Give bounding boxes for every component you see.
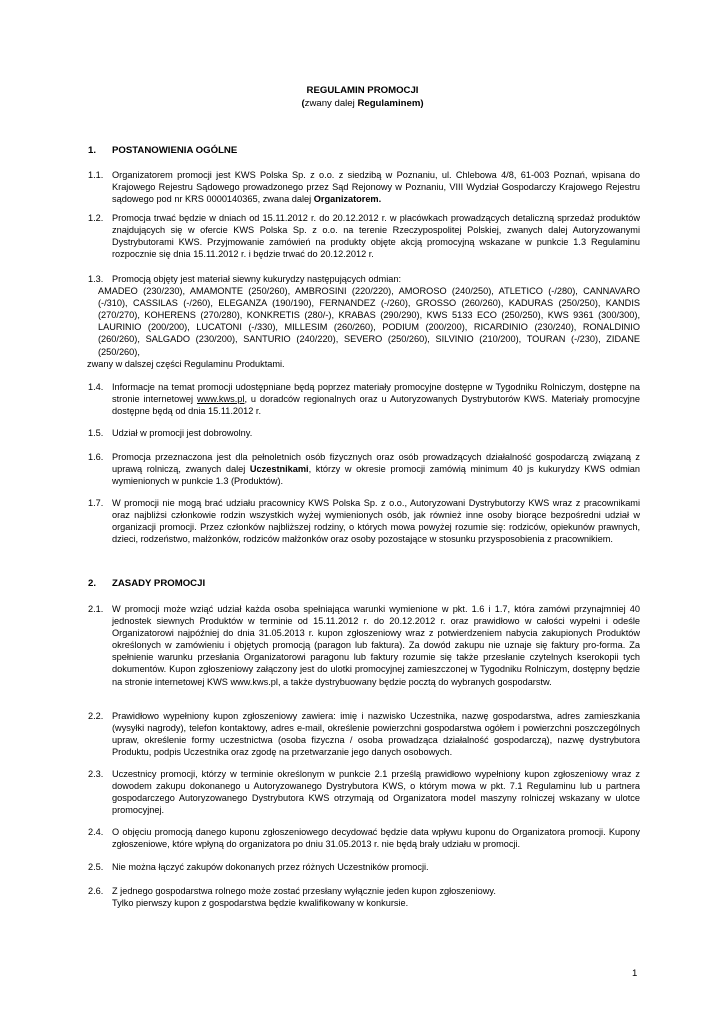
clause-text: Uczestnicy promocji, którzy w terminie określonym w punkcie 2.1 prześlą prawidłowo wypełniony kupon zgłoszeniowy wraz z dowodem zakupu dokonanego u Autoryzowanego Dystrybutora KWS, o którym mowa w pkt. 7.1 Regulaminu lub u partnera gospodarczego Autoryzowanego Dystrybutora KWS otrzymają od Organizatora model maszyny rolniczej wskazany w ulotce promocyjnej.	[112, 769, 640, 816]
clause-intro: Promocją objęty jest materiał siewny kukurydzy następujących odmian:	[112, 274, 402, 284]
clause-text: Prawidłowo wypełniony kupon zgłoszeniowy zawiera: imię i nazwisko Uczestnika, nazwę gospodarstwa, adres zamieszkania (wysyłki nagrody), telefon kontaktowy, adres e-mail, określenie powierzchni gospodarstwa ogółem i powierzchni poszczególnych upraw, określenie formy uczestnictwa (osoba fizyczna / osoba prowadząca działalność gospodarczą), nazwę dystrybutora Produktu, podpis Uczestnika oraz zgodę na przetwarzanie jego danych osobowych.	[112, 711, 640, 758]
clause-bold: Organizatorem.	[313, 194, 382, 205]
clause-2-6	[88, 885, 640, 909]
document-title: REGULAMIN PROMOCJI	[306, 85, 419, 96]
clause-text: Promocja trwać będzie w dniach od 15.11.2012 r. do 20.12.2012 r. w placówkach prowadzących detaliczną sprzedaż produktów znajdujących się w ofercie KWS Polska Sp. z o.o. na terenie Rzeczypospolitej Polskiej, zwanych dalej Autoryzowanymi Dystrybutorami KWS. Przyjmowanie zamówień na produkty objęte akcją promocyjną wskazane w punkcie 1.3 Regulaminu rozpocznie się dnia 15.11.2012 r. i będzie trwać do 20.12.2012 r.	[112, 213, 640, 260]
section-1-heading	[88, 145, 237, 157]
clause-number: 1.2.	[88, 213, 104, 223]
section-title: POSTANOWIENIA OGÓLNE	[112, 145, 238, 156]
clause-number: 1.7.	[88, 498, 104, 508]
clause-1-2	[88, 212, 640, 260]
clause-number: 1.5.	[88, 428, 104, 438]
section-number: 1.	[88, 145, 97, 156]
clause-text: Informacje na temat promocji udostępniane będą poprzez materiały promocyjne dostępne w Tygodniku Rolniczym, dostępne na stronie internetowej	[112, 382, 640, 405]
clause-line-2: Tylko pierwszy kupon z gospodarstwa będzie kwalifikowany w konkursie.	[112, 898, 409, 909]
clause-text: Organizatorem promocji jest KWS Polska Sp. z o.o. z siedzibą w Poznaniu, ul. Chlebowa 4/8, 61-003 Poznań, wpisana do Krajowego Rejestru Sądowego prowadzonego przez Sąd Rejonowy w Poznaniu, VIII Wydział Gospodarczy Krajowego Rejestru sądowego pod nr KRS 0000140365, zwana dalej	[112, 170, 640, 205]
clause-text: Nie można łączyć zakupów dokonanych przez różnych Uczestników promocji.	[112, 862, 429, 872]
clause-1-4	[88, 381, 640, 417]
clause-number: 2.1.	[88, 604, 104, 614]
document-subtitle	[0, 97, 725, 110]
clause-number: 1.4.	[88, 382, 104, 392]
clause-bold: Uczestnikami	[249, 464, 309, 475]
subtitle-open-paren: (	[301, 98, 305, 109]
clause-2-2	[88, 710, 640, 758]
clause-number: 1.1.	[88, 170, 104, 180]
clause-2-3	[88, 768, 640, 816]
clause-text: W promocji nie mogą brać udziału pracownicy KWS Polska Sp. z o.o., Autoryzowani Dystrybutorzy KWS wraz z pracownikami oraz najbliżsi członkowie rodzin wszystkich wyżej wymienionych osób, jak również inne osoby biorące bezpośredni udział w organizacji promocji. Przez członków najbliższej rodziny, o których mowa powyżej rozumie się: rodziców, opiekunów prawnych, dzieci, rodzeństwo, małżonków, rodziców małżonków oraz osoby pozostające w stosunku przysposobienia z pracownikiem.	[112, 498, 640, 545]
clause-1-6	[88, 451, 640, 487]
section-number: 2.	[88, 578, 97, 589]
subtitle-text: zwany dalej	[304, 98, 358, 109]
variety-list: AMADEO (230/230), AMAMONTE (250/260), AMBROSINI (220/220), AMOROSO (240/250), ATLETICO (-/280), CANNAVARO (-/310), CASSILAS (-/260), ELEGANZA (190/190), FERNANDEZ (-/260), GROSSO (260/260), KADURAS (250/250), KANDIS (270/270), KOHERENS (270/280), KONKRETIS (280/-), KRABAS (290/290), KWS 5133 ECO (250/250), KWS 9361 (300/300), LAURINIO (200/200), LUCATONI (-/330), MILLESIM (260/260), PODIUM (200/200), RICARDINIO (230/240), RONALDINIO (260/260), SALGADO (230/200), SANTURIO (240/220), SEVERO (250/260), SILVINIO (210/200), TOURAN (-/230), ZIDANE (250/260),	[98, 286, 640, 357]
clause-2-1	[88, 603, 640, 688]
clause-text: Udział w promocji jest dobrowolny.	[112, 428, 253, 438]
clause-text-cont: , którzy w okresie promocji zamówią minimum 40 js kukurydzy KWS odmian wymienionych w punkcie 1.3 (Produktów).	[112, 464, 640, 487]
page-number: 1	[632, 968, 638, 979]
section-2-heading	[88, 578, 205, 590]
clause-number: 1.6.	[88, 452, 104, 462]
clause-text: O objęciu promocją danego kuponu zgłoszeniowego decydować będzie data wpływu kuponu do Organizatora promocji. Kupony zgłoszeniowe, które wpłyną do organizatora po dniu 31.05.2013 r. nie będą brały udziału w promocji.	[112, 827, 640, 850]
section-title: ZASADY PROMOCJI	[112, 578, 206, 589]
clause-1-3	[88, 273, 640, 370]
clause-1-1	[88, 169, 640, 205]
clause-number: 2.2.	[88, 711, 104, 721]
clause-tail: zwany w dalszej części Regulaminu Produktami.	[87, 358, 285, 369]
clause-text-cont: , u doradców regionalnych oraz u Autoryzowanych Dystrybutorów KWS. Materiały promocyjne dostępne będą od dnia 15.11.2012 r.	[112, 394, 640, 417]
clause-number: 2.6.	[88, 886, 104, 896]
clause-line-1: Z jednego gospodarstwa rolnego może zostać przesłany wyłącznie jeden kupon zgłoszeniowy.	[112, 886, 496, 896]
clause-1-5	[88, 427, 640, 439]
clause-2-4	[88, 826, 640, 850]
clause-text: Promocja przeznaczona jest dla pełnoletnich osób fizycznych oraz osób prowadzących działalność gospodarczą związaną z uprawą rolniczą, zwanych dalej	[112, 452, 640, 475]
clause-2-5	[88, 861, 640, 873]
subtitle-bold: Regulaminem)	[357, 98, 424, 109]
website-link[interactable]: www.kws.pl	[196, 394, 245, 405]
clause-number: 2.3.	[88, 769, 104, 779]
clause-1-7	[88, 497, 640, 545]
clause-text: W promocji może wziąć udział każda osoba spełniająca warunki wymienione w pkt. 1.6 i 1.7, która zamówi przynajmniej 40 jednostek siewnych Produktów w terminie od 15.11.2012 r. do 20.12.2012 r. oraz prawidłowo w całości wypełni i odeśle Organizatorowi najpóźniej do dnia 31.05.2013 r. kupon zgłoszeniowy wraz z potwierdzeniem nabycia zakupionych Produktów określonych w zamówieniu i objętych promocją (paragon lub faktura). Za dowód zakupu nie uznaje się faktury pro-forma. Za spełnienie warunku przesłania Organizatorowi paragonu lub faktury rozumie się także przesłanie czytelnych kserokopii tych dokumentów. Kupon zgłoszeniowy załączony jest do ulotki promocyjnej zamieszczonej w Tygodniku Rolniczym, dostępny będzie na stronie internetowej KWS www.kws.pl, a także dystrybuowany będzie pocztą do wybranych gospodarstw.	[112, 604, 640, 687]
clause-number: 1.3.	[88, 274, 104, 284]
clause-number: 2.5.	[88, 862, 104, 872]
clause-number: 2.4.	[88, 827, 104, 837]
